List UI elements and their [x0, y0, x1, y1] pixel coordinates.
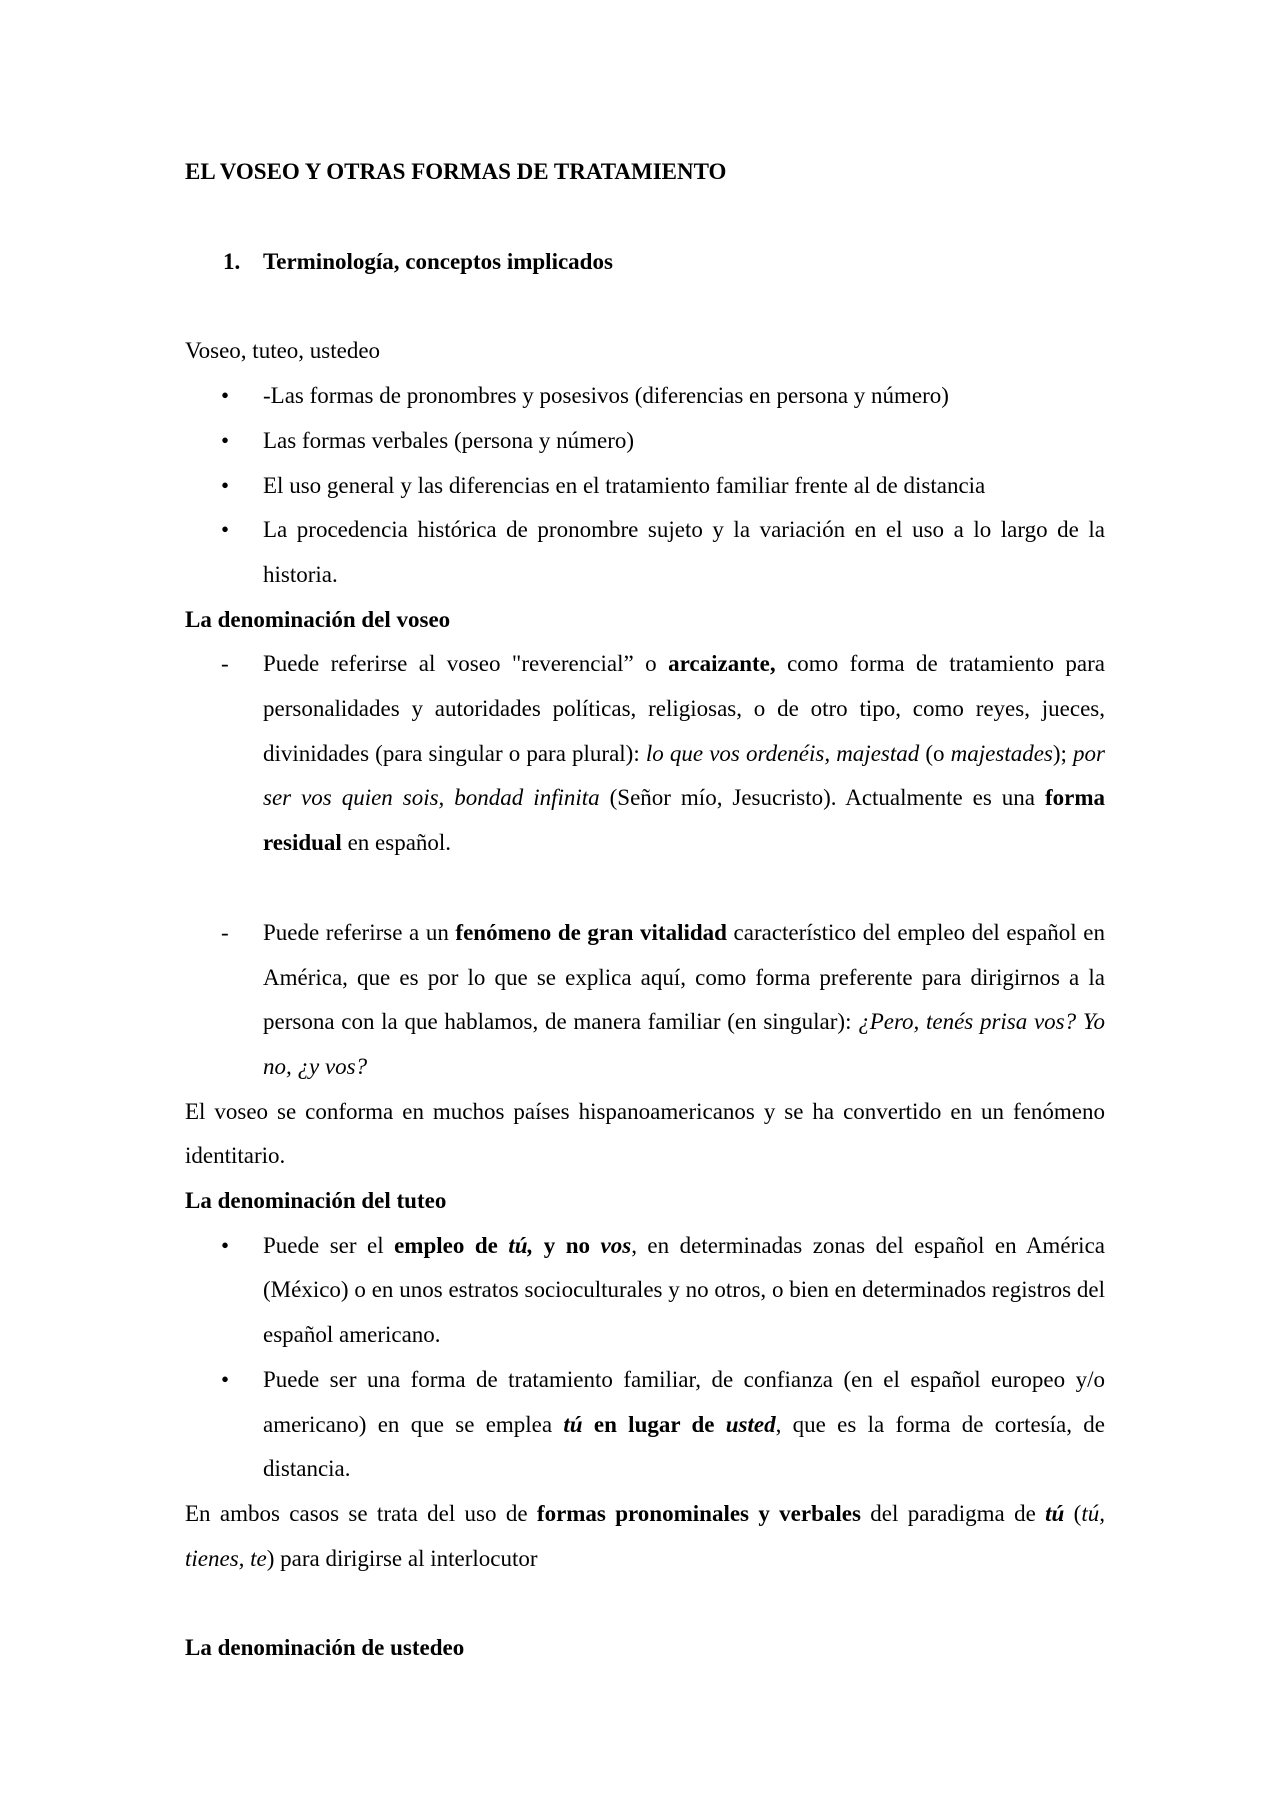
bold-italic-run: tú [1045, 1500, 1065, 1526]
text-run: característico del empleo del español en América, que es por lo que se explica aquí, como forma preferente para dirigirnos a la persona con la que hablamos, de manera familiar (en singular): [263, 919, 1105, 1035]
text-run: ); [1052, 740, 1074, 766]
text-run: , que es la forma de cortesía, de distancia. [263, 1411, 1105, 1482]
text-run: del paradigma de [860, 1500, 1046, 1526]
italic-run: lo que vos ordenéis, majestad [645, 740, 920, 766]
list-item-text: -Las formas de pronombres y posesivos (diferencias en persona y número) [263, 383, 949, 409]
list-item-text: El uso general y las diferencias en el tratamiento familiar frente al de distancia [263, 472, 986, 498]
bullet-marker: • [221, 383, 230, 409]
text-run: Puede ser el [263, 1232, 395, 1258]
dash-marker: - [221, 651, 229, 677]
list-item [185, 642, 1105, 866]
tuteo-paragraph [185, 1492, 1105, 1581]
bold-italic-run: vos [600, 1232, 632, 1258]
voseo-paragraph: El voseo se conforma en muchos países hispanoamericanos y se ha convertido en un fenómeno identitario. [185, 1098, 1105, 1169]
intro-line: Voseo, tuteo, ustedeo [185, 338, 381, 364]
text-run: En ambos casos se trata del uso de [185, 1500, 537, 1526]
italic-run: majestades [950, 740, 1053, 766]
list-item [185, 1224, 1105, 1358]
text-run: (o [919, 740, 951, 766]
text-run: (Señor mío, Jesucristo). Actualmente es una [599, 785, 1045, 811]
list-item [185, 419, 1105, 464]
bullet-marker: • [221, 1366, 230, 1392]
ustedeo-heading: La denominación de ustedeo [185, 1635, 465, 1661]
bold-run: y no [533, 1232, 601, 1258]
bold-italic-run: usted [725, 1411, 776, 1437]
bold-italic-run: tú [563, 1411, 583, 1437]
bullet-marker: • [221, 427, 230, 453]
dash-marker: - [221, 919, 229, 945]
bold-run: forma residual [263, 785, 1105, 856]
bullet-marker: • [221, 517, 230, 543]
document-title: EL VOSEO Y OTRAS FORMAS DE TRATAMIENTO [185, 159, 727, 184]
voseo-list [185, 642, 1105, 1089]
bullet-marker: • [221, 1232, 230, 1258]
section-label: Terminología, conceptos implicados [263, 248, 613, 274]
bold-italic-run: tú, [508, 1232, 534, 1258]
italic-run: tú, tienes, te [185, 1500, 1105, 1571]
text-run: ( [1064, 1500, 1082, 1526]
italic-run: por ser vos quien sois, bondad infinita [263, 740, 1105, 811]
document-body [185, 150, 1105, 1671]
list-item [185, 911, 1105, 1090]
text-run: como forma de tratamiento para personalidades y autoridades políticas, religiosas, o de otro tipo, como reyes, jueces, divinidades (para singular o para plural): [263, 651, 1105, 766]
section-heading-1 [185, 240, 1105, 285]
text-run: Puede referirse al voseo "reverencial” o [263, 651, 669, 677]
text-run: ) para dirigirse al interlocutor [266, 1545, 538, 1571]
intro-bullet-list [185, 374, 1105, 598]
bold-run: en lugar de [582, 1411, 726, 1437]
section-number: 1. [223, 248, 241, 274]
bold-run: empleo de [394, 1232, 509, 1258]
bold-run: formas pronominales y verbales [536, 1500, 861, 1526]
tuteo-list [185, 1224, 1105, 1492]
list-item-text: La procedencia histórica de pronombre sujeto y la variación en el uso a lo largo de la historia. [263, 517, 1105, 587]
bold-run: fenómeno de gran vitalidad [455, 919, 727, 945]
list-item [185, 464, 1105, 509]
bold-run: arcaizante, [668, 651, 776, 677]
text-run: en español. [341, 830, 452, 856]
text-run: Puede ser una forma de tratamiento familiar, de confianza (en el español europeo y/o americano) en que se emplea [263, 1366, 1105, 1437]
list-item [185, 374, 1105, 419]
text-run: Puede referirse a un [263, 919, 456, 945]
list-item [185, 508, 1105, 597]
voseo-heading: La denominación del voseo [185, 606, 451, 632]
tuteo-heading: La denominación del tuteo [185, 1188, 447, 1214]
list-item-text: Las formas verbales (persona y número) [263, 427, 635, 453]
list-item [185, 1358, 1105, 1492]
italic-run: ¿Pero, tenés prisa vos? Yo no, ¿y vos? [263, 1009, 1105, 1079]
text-run: , en determinadas zonas del español en América (México) o en unos estratos socioculturales y no otros, o bien en determinados registros del español americano. [263, 1232, 1105, 1348]
bullet-marker: • [221, 472, 230, 498]
